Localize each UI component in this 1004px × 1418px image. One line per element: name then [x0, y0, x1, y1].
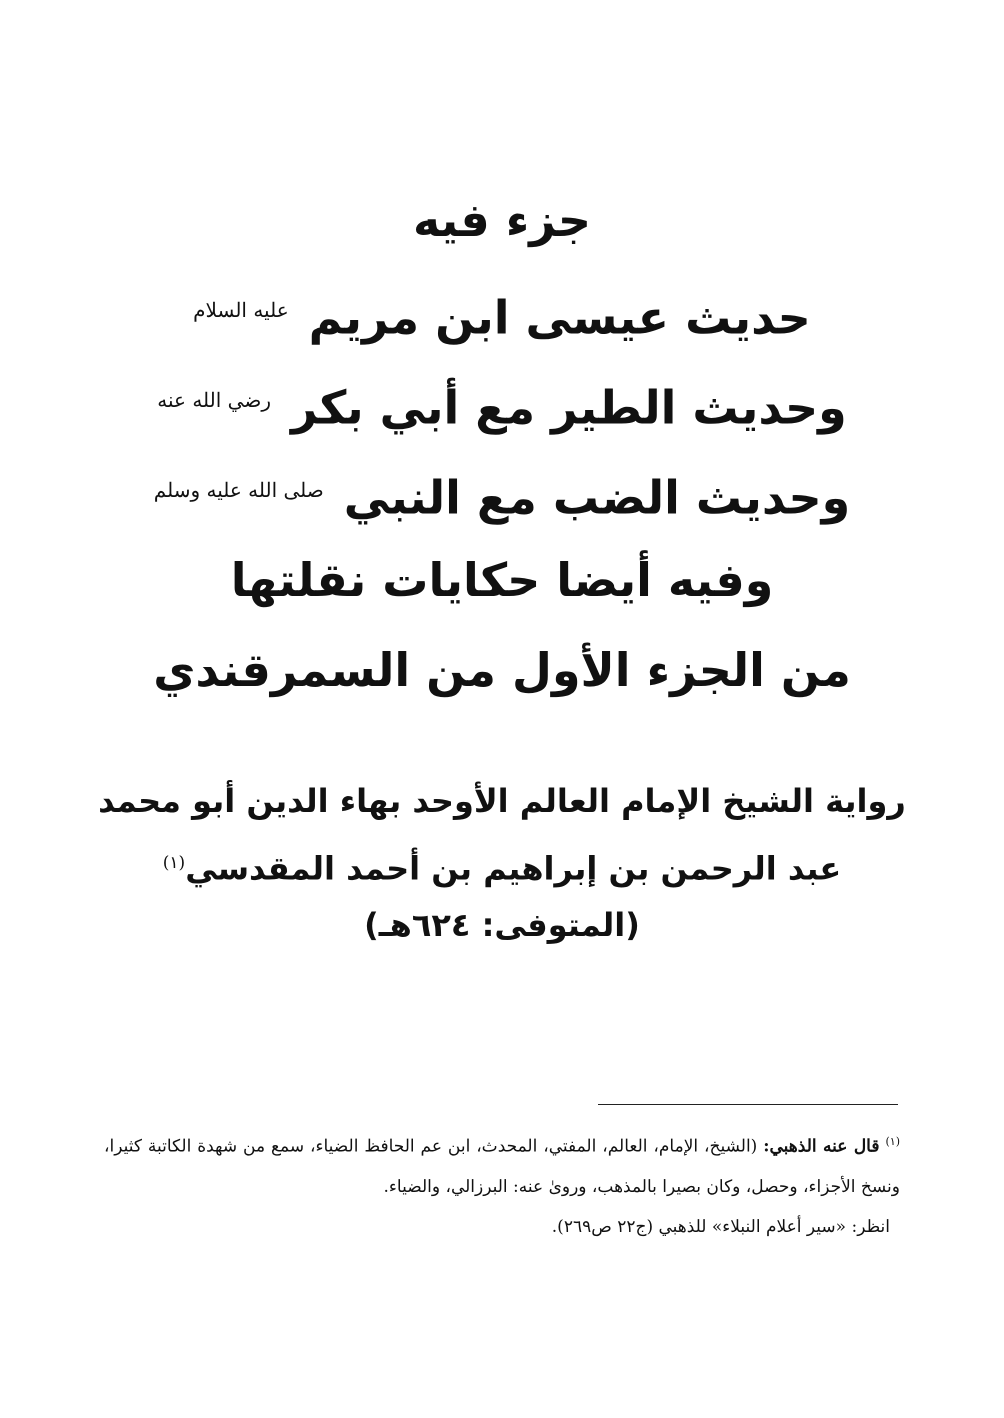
title-line-6-text: من الجزء الأول من السمرقندي: [153, 643, 851, 697]
footnote-reference: (١): [162, 853, 186, 873]
title-line-6: [60, 625, 944, 715]
honorific-glyph: رضي الله عنه: [157, 388, 271, 412]
footnote-divider: [598, 1104, 898, 1105]
title-line-5-text: وفيه أيضا حكايات نقلتها: [230, 553, 774, 607]
honorific-glyph: صلى الله عليه وسلم: [153, 478, 324, 502]
death-date: (المتوفى: ٦٢٤هـ): [364, 906, 640, 944]
title-line-2: [60, 265, 944, 355]
title-line-3-text: وحديث الطير مع أبي بكر: [291, 380, 847, 435]
title-line-4-text: وحديث الضب مع النبي: [343, 470, 851, 525]
title-line-1: [60, 175, 944, 265]
footnote-paragraph: [104, 1122, 900, 1207]
narration-line-2: [60, 832, 944, 894]
title-line-1-text: جزء فيه: [412, 193, 592, 247]
narration-line-1: رواية الشيخ الإمام العالم الأوحد بهاء الدين أبو محمد: [98, 782, 906, 820]
title-line-2-text: حديث عيسى ابن مريم: [308, 290, 811, 345]
footnote-source: انظر: «سير أعلام النبلاء» للذهبي (ج٢٢ ص٢٦٩).: [551, 1216, 890, 1237]
title-line-3: [60, 355, 944, 445]
honorific-glyph: عليه السلام: [193, 298, 289, 322]
title-line-4: [60, 445, 944, 535]
book-title: [60, 175, 944, 715]
footnote: [104, 1122, 900, 1247]
narration-block: [60, 770, 944, 956]
narrator-name: عبد الرحمن بن إبراهيم بن أحمد المقدسي: [185, 849, 842, 888]
footnote-body: (الشيخ، الإمام، العالم، المفتي، المحدث، ابن عم الحافظ الضياء، سمع من شهدة الكاتبة كثيرا، ونسخ الأجزاء، وحصل، وكان بصيرا بالمذهب، وروىٰ عنه: البرزالي، والضياء.: [104, 1136, 900, 1197]
footnote-lead: قال عنه الذهبي:: [763, 1136, 880, 1157]
footnote-number: (١): [885, 1135, 900, 1148]
title-line-5: [60, 535, 944, 625]
